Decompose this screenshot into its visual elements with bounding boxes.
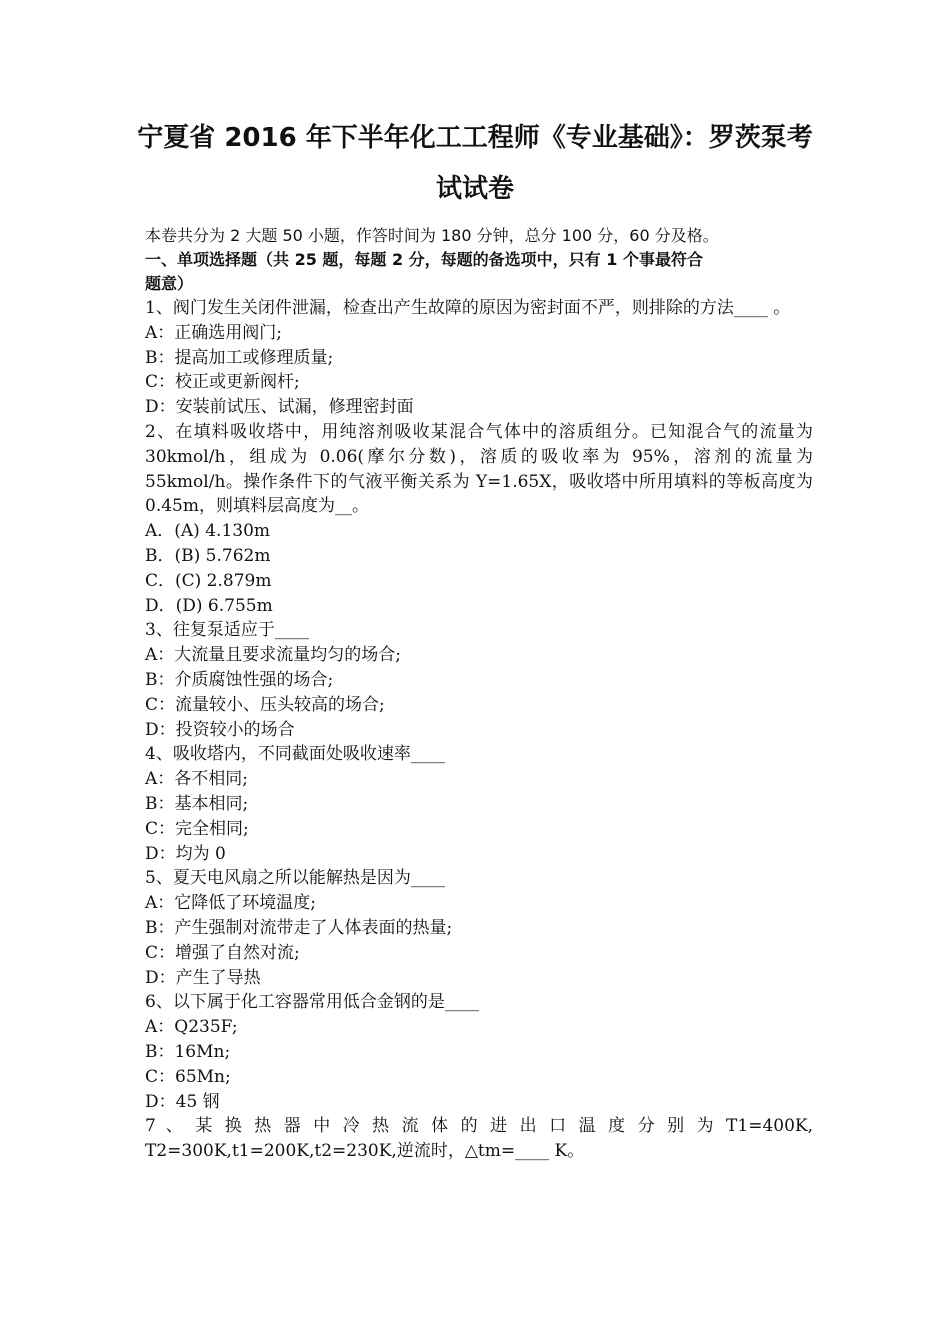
question-stem: 3、往复泵适应于____ xyxy=(145,620,309,641)
question-option: D：安装前试压、试漏，修理密封面 xyxy=(145,397,414,418)
question-list xyxy=(145,296,813,1164)
question-stem-line: 7 、 某 换 热 器 中 冷 热 流 体 的 进 出 口 温 度 分 别 为 T1=400K, xyxy=(145,1116,813,1137)
question-option: B：产生强制对流带走了人体表面的热量; xyxy=(145,917,453,938)
question-option: C：完全相同; xyxy=(145,818,249,839)
question-stem: 1、阀门发生关闭件泄漏，检查出产生故障的原因为密封面不严，则排除的方法____ 。 xyxy=(145,298,791,318)
question-option: B：16Mn; xyxy=(145,1041,231,1062)
section-heading-line1: 一、单项选择题（共 25 题，每题 2 分，每题的备选项中，只有 1 个事最符合 xyxy=(145,250,703,269)
question-option: C：增强了自然对流; xyxy=(145,942,300,963)
section-heading-line2: 题意） xyxy=(145,274,194,293)
document-title-line1: 宁夏省 2016 年下半年化工工程师《专业基础》：罗茨泵考 xyxy=(137,123,813,153)
question-option: C：流量较小、压头较高的场合; xyxy=(145,694,385,715)
question-option: C：65Mn; xyxy=(145,1066,231,1087)
question-option: B：介质腐蚀性强的场合; xyxy=(145,669,334,690)
question-option: A：正确选用阀门; xyxy=(145,322,283,343)
question-option: A：Q235F; xyxy=(145,1017,238,1038)
question-option: B．(B) 5.762m xyxy=(145,545,271,566)
question-option: C．(C) 2.879m xyxy=(145,570,272,591)
question-option: D：均为 0 xyxy=(145,843,226,864)
question-stem: 6、以下属于化工容器常用低合金钢的是____ xyxy=(145,992,479,1013)
question-option: A．(A) 4.130m xyxy=(145,521,271,542)
question-option: A：它降低了环境温度; xyxy=(145,893,317,914)
question-stem: 5、夏天电风扇之所以能解热是因为____ xyxy=(145,868,445,889)
question-stem-line: T2=300K,t1=200K,t2=230K,逆流时，△tm=____ K。 xyxy=(145,1141,585,1162)
exam-intro: 本卷共分为 2 大题 50 小题，作答时间为 180 分钟，总分 100 分，60 分及格。 xyxy=(145,226,719,245)
question-option: B：提高加工或修理质量; xyxy=(145,347,334,368)
question-option: B：基本相同; xyxy=(145,793,249,814)
question-option: D：45 钢 xyxy=(145,1091,220,1112)
question-option: D：产生了导热 xyxy=(145,967,261,988)
question-option: C：校正或更新阀杆; xyxy=(145,372,300,393)
question-option: A：大流量且要求流量均匀的场合; xyxy=(145,645,402,666)
document-title-line2: 试试卷 xyxy=(435,174,514,204)
question-option: D：投资较小的场合 xyxy=(145,719,295,740)
question-option: D．(D) 6.755m xyxy=(145,595,273,616)
question-stem: 4、吸收塔内，不同截面处吸收速率____ xyxy=(145,744,445,765)
question-option: A：各不相同; xyxy=(145,769,249,790)
question-stem: 2、在填料吸收塔中，用纯溶剂吸收某混合气体中的溶质组分。已知混合气的流量为 30kmol/h，组成为 0.06(摩尔分数)，溶质的吸收率为 95%，溶剂的流量为 55kmol/h。操作条件下的气液平衡关系为 Y=1.65X，吸收塔中所用填料的等板高度为 0.45m，则填料层高度为__。 xyxy=(145,421,813,517)
